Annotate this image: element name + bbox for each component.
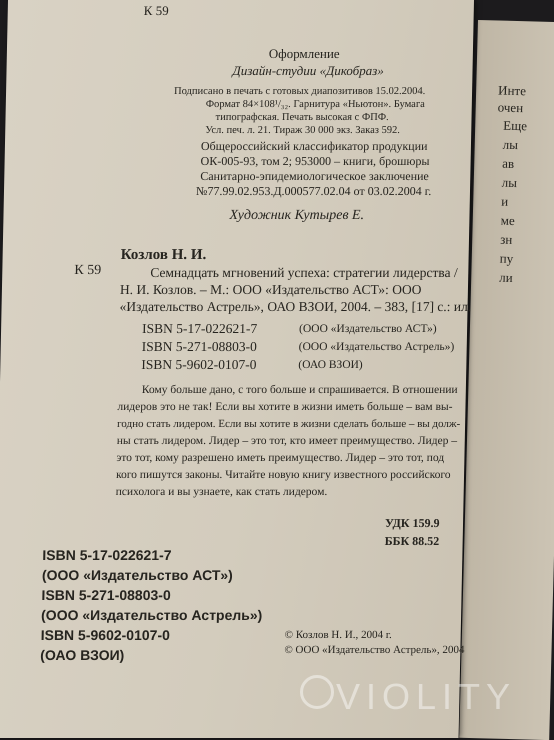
copyright-publisher: © ООО «Издательство Астрель», 2004 — [284, 644, 465, 656]
print-line-5: ОК-005-93, том 2; 953000 – книги, брошюры — [200, 154, 430, 168]
annotation-line-5: кого пишутся законы. Читайте новую книгу известного российского — [115, 469, 451, 481]
header-code: К 59 — [143, 3, 169, 18]
fragment-10: ли — [499, 269, 513, 285]
watermark: VIOLITY — [336, 676, 517, 717]
udk-code: УДК 159.9 — [384, 516, 440, 530]
artist-credit: Художник Кутырев Е. — [229, 208, 365, 223]
classification-code: К 59 — [74, 263, 102, 278]
desc-line-0: Семнадцать мгновений успеха: стратегии лидерства / — [150, 265, 458, 280]
fragment-4: ав — [502, 155, 515, 171]
book-author: Козлов Н. И. — [120, 247, 207, 263]
print-line-4: Общероссийский классификатор продукции — [200, 139, 428, 153]
annotation-line-3: ны стать лидером. Лидер – это тот, кто имеет преимущество. Лидер – — [116, 435, 458, 447]
desc-line-1: Н. И. Козлов. – М.: ООО «Издательство АСТ»: ООО — [119, 282, 422, 297]
fragment-9: пу — [499, 250, 514, 267]
fragment-7: ме — [500, 212, 515, 229]
bottom-isbn-4: ISBN 5-9602-0107-0 — [40, 627, 171, 643]
adjacent-page — [459, 20, 554, 740]
bottom-isbn-1: (ООО «Издательство АСТ») — [41, 567, 233, 583]
design-label: Оформление — [268, 46, 340, 61]
print-line-0: Подписано в печать с готовых диапозитивов 15.02.2004. — [173, 86, 426, 97]
desc-line-2: «Издательство Астрель», ОАО ВЗОИ, 2004. – 383, [17] с.: ил. — [119, 299, 472, 314]
fragment-2: Еще — [503, 117, 528, 134]
bbk-code: ББК 88.52 — [384, 534, 440, 548]
annotation-line-6: психолога и вы узнаете, как стать лидером. — [115, 486, 328, 498]
isbn-publisher-2: (ОАО ВЗОИ) — [298, 359, 363, 371]
bottom-isbn-2: ISBN 5-271-08803-0 — [41, 587, 171, 603]
print-line-3: Усл. печ. л. 21. Тираж 30 000 экз. Заказ 592. — [205, 125, 401, 136]
copyright-author: © Козлов Н. И., 2004 г. — [284, 629, 392, 641]
print-line-1: Формат 84×108¹/₃₂. Гарнитура «Ньютон». Бумага — [205, 99, 425, 110]
annotation-line-1: лидеров это не так! Если вы хотите в жизни иметь больше – вам вы- — [117, 401, 453, 413]
print-line-2: типографская. Печать высокая с ФПФ. — [215, 112, 389, 123]
bottom-isbn-0: ISBN 5-17-022621-7 — [42, 547, 172, 563]
fragment-0: Инте — [497, 82, 527, 99]
print-line-6: Санитарно-эпидемиологическое заключение — [200, 169, 429, 183]
annotation-line-0: Кому больше дано, с того больше и спрашивается. В отношении — [141, 384, 458, 396]
watermark-logo-icon — [300, 675, 334, 709]
fragment-5: лы — [501, 174, 518, 191]
print-line-7: №77.99.02.953.Д.000577.02.04 от 03.02.2004 г. — [195, 184, 432, 198]
annotation-line-2: годно стать лидером. Если вы хотите в жизни сделать больше – вы долж- — [116, 418, 461, 430]
bottom-isbn-3: (ООО «Издательство Астрель») — [40, 607, 263, 623]
fragment-1: очен — [497, 99, 524, 116]
isbn-publisher-1: (ООО «Издательство Астрель») — [298, 341, 455, 353]
isbn-number-0: ISBN 5-17-022621-7 — [141, 321, 258, 336]
fragment-3: лы — [502, 136, 519, 153]
isbn-number-2: ISBN 5-9602-0107-0 — [141, 357, 257, 372]
fragment-8: зн — [500, 231, 513, 247]
fragment-6: и — [501, 193, 509, 209]
annotation-line-4: это тот, кому разрешено иметь преимущество. Лидер – это тот, под — [116, 452, 445, 464]
design-studio: Дизайн-студии «Дикобраз» — [232, 63, 384, 78]
isbn-publisher-0: (ООО «Издательство АСТ») — [298, 323, 437, 335]
isbn-number-1: ISBN 5-271-08803-0 — [141, 339, 258, 354]
bottom-isbn-5: (ОАО ВЗОИ) — [40, 647, 125, 663]
